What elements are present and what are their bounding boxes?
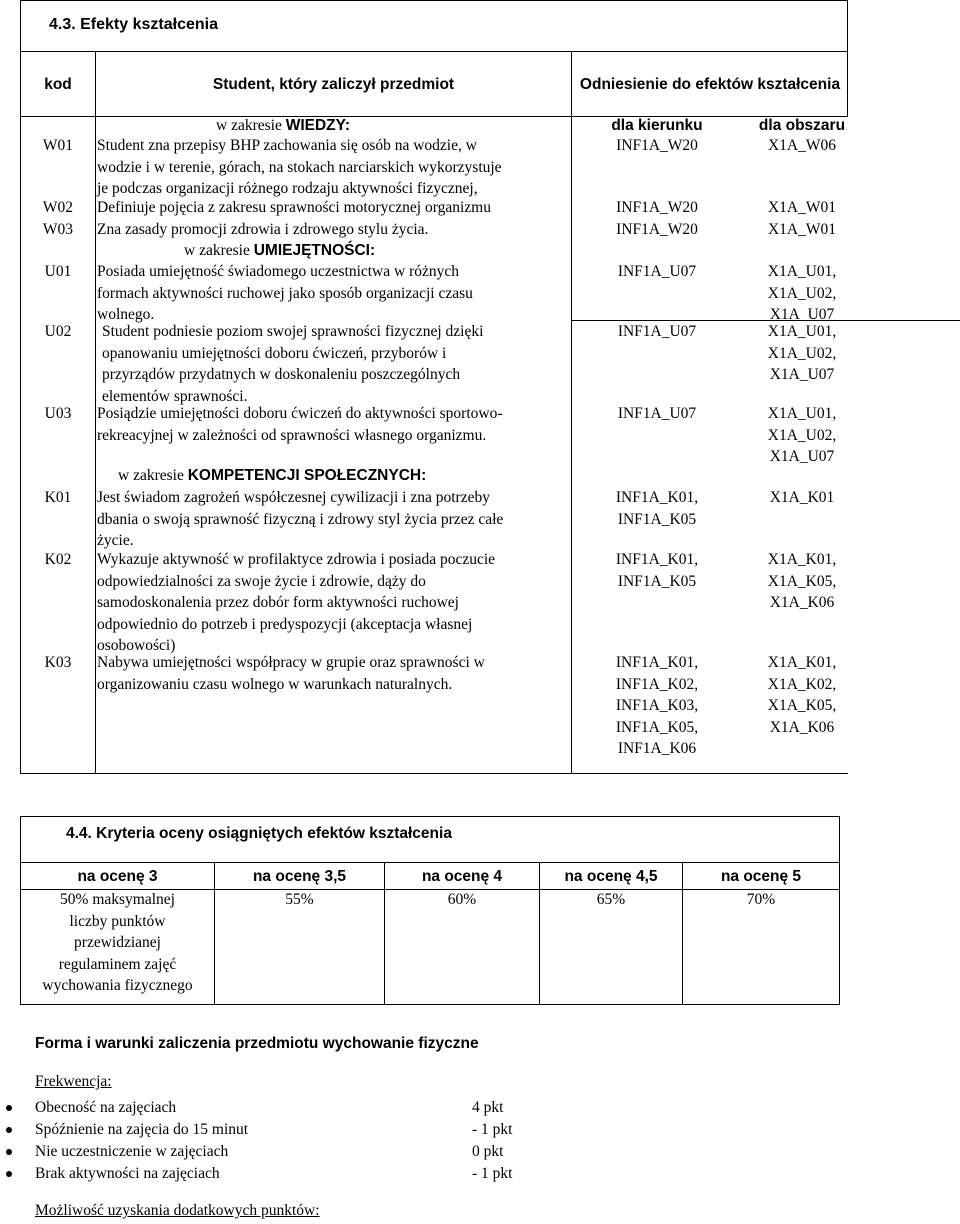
subheader-obszar: dla obszaru (758, 117, 846, 134)
row-kod: U01 (44, 263, 72, 280)
extra-points-label: Możliwość uzyskania dodatkowych punktów: (35, 1202, 320, 1219)
row-kod: K01 (44, 489, 72, 506)
header-odniesienie: Odniesienie do efektów kształcenia (579, 76, 841, 93)
list-item (35, 1097, 595, 1119)
criteria-value: 60% (447, 891, 477, 908)
item-points: - 1 pkt (472, 1121, 513, 1138)
row-kod: U03 (44, 405, 72, 422)
section-heading-kompetencje: w zakresie KOMPETENCJI SPOŁECZNYCH: (118, 467, 427, 484)
list-item (35, 1163, 595, 1185)
section-title: 4.3. Efekty kształcenia (49, 16, 218, 33)
row-obszar: X1A_W06 (767, 137, 837, 154)
row-text: Zna zasady promocji zdrowia i zdrowego stylu życia. (97, 221, 429, 238)
item-points: - 1 pkt (472, 1165, 513, 1182)
criteria-title: 4.4. Kryteria oceny osiągniętych efektów kształcenia (66, 825, 452, 842)
row-text: Posiada umiejętność świadomego uczestnictwa w różnych formach aktywności ruchowej jako sposób organizacji czasu wolnego. (97, 263, 473, 323)
row-text: Jest świadom zagrożeń współczesnej cywilizacji i zna potrzeby dbania o swoją sprawność fizyczną i zdrowy styl życia przez całe życie. (97, 489, 504, 549)
criteria-header: na ocenę 4,5 (564, 868, 658, 885)
row-kod: W01 (42, 137, 74, 154)
subheader-kierunek: dla kierunku (611, 117, 703, 134)
row-obszar: X1A_K01 (769, 489, 835, 506)
item-label: Spóźnienie na zajęcia do 15 minut (35, 1121, 249, 1138)
row-kierunek: INF1A_U07 (617, 323, 697, 340)
item-label: Brak aktywności na zajęciach (35, 1165, 220, 1182)
bullet-icon (6, 1171, 12, 1177)
row-obszar: X1A_U01, X1A_U02, X1A_U07 (767, 263, 837, 323)
criteria-header: na ocenę 3 (77, 868, 158, 885)
row-text: Definiuje pojęcia z zakresu sprawności motorycznej organizmu (97, 199, 491, 216)
criteria-header: na ocenę 4 (421, 868, 503, 885)
section-heading-wiedza: w zakresie WIEDZY: (216, 117, 351, 134)
criteria-header: na ocenę 5 (720, 868, 802, 885)
row-kierunek: INF1A_K01, INF1A_K05 (615, 551, 699, 590)
list-item (35, 1141, 595, 1163)
section-heading-umiejetnosci: w zakresie UMIEJĘTNOŚCI: (184, 242, 376, 259)
criteria-value: 55% (285, 891, 314, 908)
row-obszar: X1A_K01, X1A_K02, X1A_K05, X1A_K06 (767, 654, 837, 736)
bullet-icon (6, 1127, 12, 1133)
row-kod: W02 (42, 199, 74, 216)
row-obszar: X1A_U01, X1A_U02, X1A_U07 (767, 405, 837, 465)
row-kierunek: INF1A_W20 (616, 221, 698, 238)
row-text: Student zna przepisy BHP zachowania się osób na wodzie, w wodzie i w terenie, górach, na stokach narciarskich wykorzystuje je podczas organizacji różnego rodzaju aktywności fizycznej, (97, 137, 502, 197)
item-label: Nie uczestniczenie w zajęciach (35, 1143, 229, 1160)
row-obszar: X1A_U01, X1A_U02, X1A_U07 (767, 323, 837, 383)
row-kierunek: INF1A_K01, INF1A_K05 (615, 489, 699, 528)
row-kod: U02 (44, 323, 72, 340)
row-obszar: X1A_W01 (767, 199, 837, 216)
bullet-icon (6, 1105, 12, 1111)
row-obszar: X1A_W01 (767, 221, 837, 238)
item-points: 0 pkt (472, 1143, 504, 1160)
bullet-icon (6, 1149, 12, 1155)
row-kierunek: INF1A_K01, INF1A_K02, INF1A_K03, INF1A_K05, INF1A_K06 (615, 654, 699, 757)
row-text: Wykazuje aktywność w profilaktyce zdrowia i posiada poczucie odpowiedzialności za swoje życie i zdrowie, dąży do samodoskonalenia przez dobór form aktywności ruchowej odpowiednio do potrzeb i predyspozycji (akceptacja własnej osobowości) (97, 551, 496, 654)
row-kierunek: INF1A_U07 (617, 405, 697, 422)
header-student: Student, który zaliczył przedmiot (212, 76, 455, 93)
row-kod: K03 (44, 654, 72, 671)
criteria-value: 50% maksymalnej liczby punktów przewidzianej regulaminem zajęć wychowania fizycznego (42, 891, 193, 994)
header-kod: kod (44, 76, 72, 93)
criteria-value: 65% (596, 891, 626, 908)
criteria-value: 70% (746, 891, 776, 908)
row-obszar: X1A_K01, X1A_K05, X1A_K06 (767, 551, 837, 611)
row-text: Nabywa umiejętności współpracy w grupie oraz sprawności w organizowaniu czasu wolnego w warunkach naturalnych. (97, 654, 485, 693)
item-points: 4 pkt (472, 1099, 504, 1116)
forma-title: Forma i warunki zaliczenia przedmiotu wychowanie fizyczne (35, 1035, 479, 1052)
list-item (35, 1119, 595, 1141)
row-text: Posiądzie umiejętności doboru ćwiczeń do aktywności sportowo- rekreacyjnej w zależności od sprawności własnego organizmu. (97, 405, 503, 444)
row-text: Student podniesie poziom swojej sprawności fizycznej dzięki opanowaniu umiejętności doboru ćwiczeń, przyborów i przyrządów przydatnych w doskonaleniu poszczególnych elementów sprawności. (102, 323, 484, 405)
frekwencja-list (35, 1097, 595, 1185)
row-kierunek: INF1A_W20 (616, 199, 698, 216)
criteria-header: na ocenę 3,5 (252, 868, 347, 885)
row-kod: W03 (42, 221, 74, 238)
row-kierunek: INF1A_U07 (617, 263, 697, 280)
row-kod: K02 (44, 551, 72, 568)
row-kierunek: INF1A_W20 (616, 137, 698, 154)
frekwencja-label: Frekwencja: (35, 1073, 112, 1090)
item-label: Obecność na zajęciach (35, 1099, 177, 1116)
